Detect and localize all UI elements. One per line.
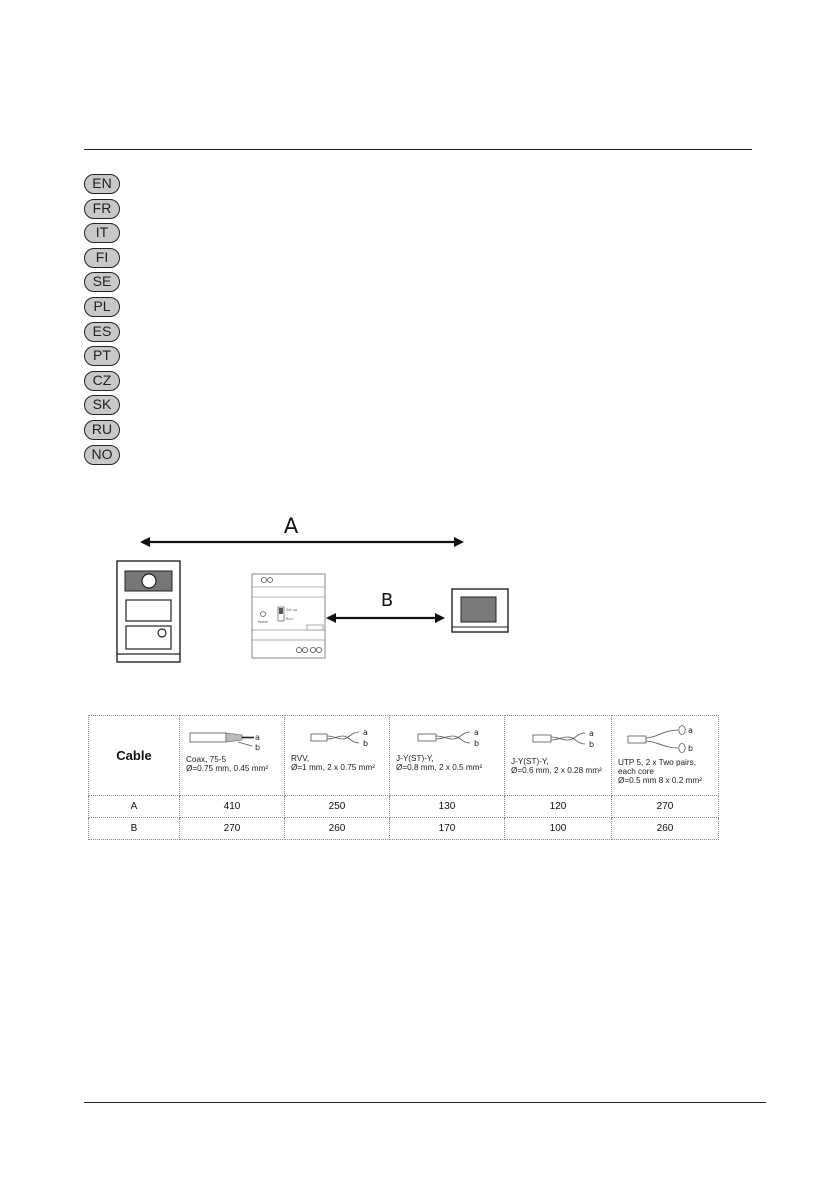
utp-wire-a-label: a bbox=[688, 726, 693, 735]
language-badge-ru: RU bbox=[84, 420, 120, 440]
cable-type-header bbox=[390, 716, 505, 796]
row-label: A bbox=[89, 796, 180, 818]
table-cell: 260 bbox=[285, 818, 390, 840]
cable-spec-line1: J-Y(ST)-Y, bbox=[511, 757, 549, 766]
switch-run-label: Run bbox=[286, 617, 293, 621]
distance-a-label: A bbox=[283, 514, 299, 538]
cable-spec-line2: each core bbox=[618, 767, 654, 776]
language-badge-fr: FR bbox=[84, 199, 120, 219]
language-badge-pl: PL bbox=[84, 297, 120, 317]
twin-wire-b-label: b bbox=[589, 740, 595, 749]
coax-wire-a-label: a bbox=[255, 733, 260, 742]
controller-unit bbox=[252, 574, 325, 658]
table-row bbox=[89, 818, 719, 840]
cable-type-header bbox=[285, 716, 390, 796]
power-led-label: Power bbox=[257, 620, 269, 624]
twin-wire-b-label: b bbox=[474, 739, 480, 748]
row-label: B bbox=[89, 818, 180, 840]
table-cell: 170 bbox=[390, 818, 505, 840]
cable-spec-line2: Ø=0.75 mm, 0.45 mm² bbox=[186, 764, 269, 773]
table-cell: 120 bbox=[505, 796, 612, 818]
twin-cable-icon bbox=[293, 724, 383, 752]
cable-spec-line1: RVV, bbox=[291, 754, 310, 763]
table-corner-header: Cable bbox=[89, 716, 180, 796]
coax-cable-icon bbox=[188, 724, 278, 752]
table-row bbox=[89, 796, 719, 818]
coax-wire-b-label: b bbox=[255, 743, 261, 752]
top-rule bbox=[84, 149, 752, 150]
cable-spec-line3: Ø=0.5 mm 8 x 0.2 mm² bbox=[618, 776, 702, 785]
cable-type-header bbox=[180, 716, 285, 796]
cable-length-table bbox=[88, 715, 719, 840]
bottom-rule bbox=[84, 1102, 766, 1103]
table-cell: 270 bbox=[612, 796, 719, 818]
language-badge-pt: PT bbox=[84, 346, 120, 366]
table-cell: 100 bbox=[505, 818, 612, 840]
language-badge-es: ES bbox=[84, 322, 120, 342]
call-button-icon bbox=[158, 629, 166, 637]
table-header-row bbox=[89, 716, 719, 796]
twin-wire-a-label: a bbox=[363, 728, 368, 737]
twin-wire-b-label: b bbox=[363, 739, 369, 748]
cable-spec-line1: J-Y(ST)-Y, bbox=[396, 754, 434, 763]
distance-b-label: B bbox=[380, 590, 394, 611]
table-cell: 410 bbox=[180, 796, 285, 818]
language-badge-se: SE bbox=[84, 272, 120, 292]
language-badge-no: NO bbox=[84, 445, 120, 465]
twin-cable-icon bbox=[513, 724, 607, 752]
cable-spec-line1: Coax, 75-5 bbox=[186, 755, 227, 764]
switch-setup-label: Set up bbox=[286, 608, 298, 612]
door-station bbox=[117, 561, 180, 662]
cable-spec-line2: Ø=0.6 mm, 2 x 0.28 mm² bbox=[511, 766, 602, 775]
monitor-screen bbox=[461, 597, 496, 622]
cable-spec-line1: UTP 5, 2 x Two pairs, bbox=[618, 758, 696, 767]
twin-wire-a-label: a bbox=[589, 729, 594, 738]
utp-wire-b-label: b bbox=[688, 744, 694, 753]
utp-cable-icon bbox=[620, 724, 714, 754]
table-cell: 250 bbox=[285, 796, 390, 818]
table-cell: 260 bbox=[612, 818, 719, 840]
cable-spec-line2: Ø=1 mm, 2 x 0.75 mm² bbox=[291, 763, 375, 772]
language-badge-sk: SK bbox=[84, 395, 120, 415]
wiring-distance-diagram bbox=[0, 500, 840, 690]
language-list bbox=[84, 174, 120, 469]
table-cell: 130 bbox=[390, 796, 505, 818]
indoor-monitor bbox=[452, 589, 508, 632]
camera-lens-icon bbox=[142, 574, 156, 588]
language-badge-it: IT bbox=[84, 223, 120, 243]
twin-cable-icon bbox=[398, 724, 494, 752]
cable-spec-line2: Ø=0.8 mm, 2 x 0.5 mm² bbox=[396, 763, 483, 772]
cable-type-header bbox=[612, 716, 719, 796]
language-badge-fi: FI bbox=[84, 248, 120, 268]
twin-wire-a-label: a bbox=[474, 728, 479, 737]
wiring-diagram-svg bbox=[0, 500, 840, 690]
language-badge-en: EN bbox=[84, 174, 120, 194]
language-badge-cz: CZ bbox=[84, 371, 120, 391]
table-cell: 270 bbox=[180, 818, 285, 840]
cable-type-header bbox=[505, 716, 612, 796]
